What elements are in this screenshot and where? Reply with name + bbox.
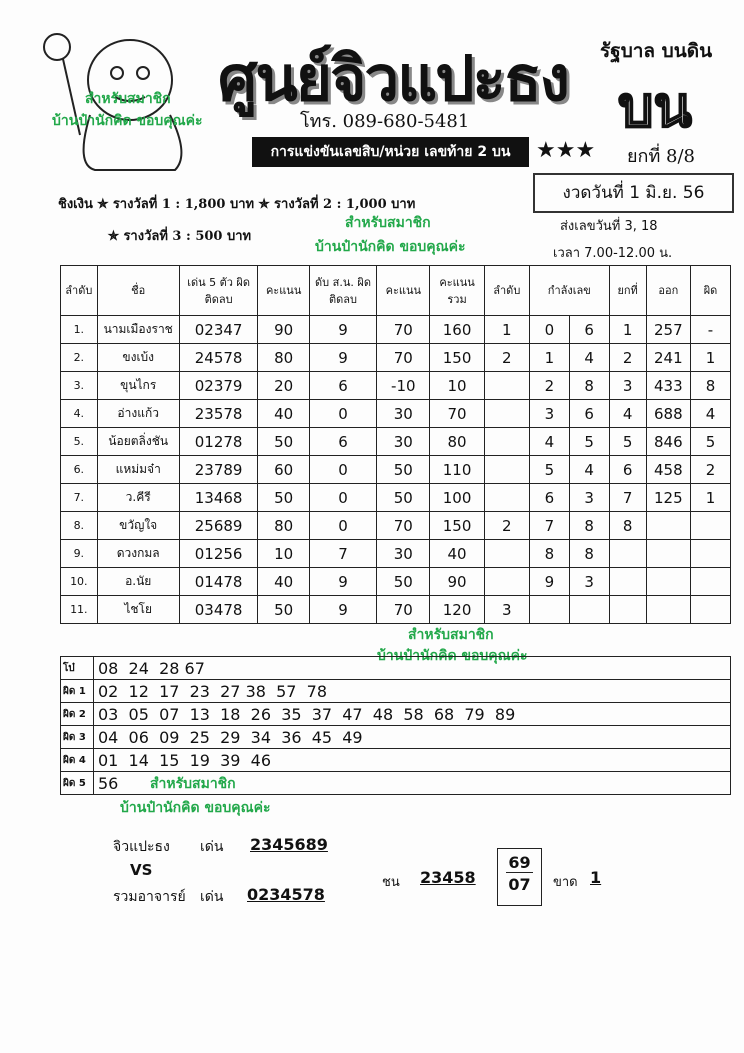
table-cell: 0 (309, 484, 376, 512)
table-cell: 7 (529, 512, 569, 540)
misses-label: ผิด 4 (61, 749, 94, 772)
table-cell: - (690, 316, 730, 344)
table-cell: ว.คีรี (97, 484, 179, 512)
misses-label: ผิด 2 (61, 703, 94, 726)
table-cell: 9 (309, 596, 376, 624)
table-cell: 7 (609, 484, 646, 512)
table-cell: 40 (430, 540, 484, 568)
table-row (61, 512, 731, 540)
table-cell: 80 (430, 428, 484, 456)
prize-line-1 (58, 193, 415, 214)
table-cell: 6. (61, 456, 98, 484)
table-cell: 0 (529, 316, 569, 344)
table-cell: 688 (646, 400, 690, 428)
table-cell: 40 (258, 400, 309, 428)
misses-row (61, 749, 731, 772)
table-cell: 10 (258, 540, 309, 568)
table-cell (690, 540, 730, 568)
table-cell: 02347 (179, 316, 258, 344)
table-row (61, 456, 731, 484)
table-cell: 60 (258, 456, 309, 484)
table-cell: 3 (569, 568, 609, 596)
table-cell: 01478 (179, 568, 258, 596)
send-days: ส่งเลขวันที่ 3, 18 (560, 219, 658, 234)
table-cell (690, 596, 730, 624)
player-1-numbers: 2345689 (250, 835, 328, 854)
table-cell: แหม่มจ๋า (97, 456, 179, 484)
table-cell (609, 540, 646, 568)
table-cell: 80 (258, 512, 309, 540)
table-cell (690, 512, 730, 540)
table-cell: 1. (61, 316, 98, 344)
column-header: คะแนน (377, 266, 430, 316)
table-row (61, 316, 731, 344)
watermark: สำหรับสมาชิก (345, 215, 431, 231)
table-cell: 50 (258, 484, 309, 512)
table-cell: 24578 (179, 344, 258, 372)
table-cell: ขุนไกร (97, 372, 179, 400)
chon-label: ชน (382, 875, 400, 890)
table-cell: 50 (377, 568, 430, 596)
misses-label: ผิด 3 (61, 726, 94, 749)
player-1: จิวแปะธง (113, 839, 170, 855)
table-cell: 70 (377, 596, 430, 624)
time: เวลา 7.00-12.00 น. (553, 246, 673, 261)
table-cell: 9 (309, 316, 376, 344)
table-cell: 5 (690, 428, 730, 456)
table-cell (690, 568, 730, 596)
watermark: บ้านป๋านักคิด ขอบคุณค่ะ (377, 645, 528, 667)
table-cell: 433 (646, 372, 690, 400)
table-cell: 4 (529, 428, 569, 456)
watermark: บ้านป๋านักคิด ขอบคุณค่ะ (120, 800, 271, 816)
table-cell: ขงเบ้ง (97, 344, 179, 372)
table-cell: 11. (61, 596, 98, 624)
table-cell: อ.นัย (97, 568, 179, 596)
table-cell: นามเมืองราช (97, 316, 179, 344)
table-cell: 9. (61, 540, 98, 568)
table-cell (609, 568, 646, 596)
table-cell (484, 400, 529, 428)
misses-row (61, 726, 731, 749)
prize-3: รางวัลที่ 3 : 500 บาท (123, 229, 252, 244)
table-row (61, 484, 731, 512)
player-2: รวมอาจารย์ (113, 889, 186, 905)
table-cell: 6 (309, 428, 376, 456)
table-row (61, 400, 731, 428)
table-cell: 70 (430, 400, 484, 428)
table-cell: 5 (569, 428, 609, 456)
table-cell (529, 596, 569, 624)
khad-number: 1 (590, 868, 602, 887)
khad-label: ขาด (553, 875, 578, 890)
vs-label: VS (130, 861, 153, 879)
table-cell: 6 (569, 400, 609, 428)
table-cell: 9 (309, 344, 376, 372)
column-header: เด่น 5 ตัว ผิดติดลบ (179, 266, 258, 316)
table-cell (484, 484, 529, 512)
table-row (61, 568, 731, 596)
table-cell: 02379 (179, 372, 258, 400)
lottery-type: รัฐบาล บนดิน (600, 40, 713, 62)
table-cell: 3. (61, 372, 98, 400)
table-cell: 40 (258, 568, 309, 596)
stars-icon: ★★★ (536, 138, 596, 163)
table-cell: 2. (61, 344, 98, 372)
table-cell: 80 (258, 344, 309, 372)
banner: การแข่งขันเลขสิบ/หน่วย เลขท้าย 2 บน (252, 137, 529, 167)
table-cell: 125 (646, 484, 690, 512)
table-cell: 8 (529, 540, 569, 568)
table-cell: 160 (430, 316, 484, 344)
table-cell: 20 (258, 372, 309, 400)
table-cell (484, 540, 529, 568)
misses-numbers: 01 14 15 19 39 46 (94, 749, 731, 772)
table-cell: 1 (690, 484, 730, 512)
column-header: ผิด (690, 266, 730, 316)
watermark: สำหรับสมาชิก (408, 627, 494, 643)
table-cell: 90 (258, 316, 309, 344)
column-header: ลำดับ (484, 266, 529, 316)
table-cell: 0 (309, 456, 376, 484)
table-cell: ไชโย (97, 596, 179, 624)
table-cell (569, 596, 609, 624)
column-header: ดับ ส.น. ผิดติดลบ (309, 266, 376, 316)
table-cell (646, 512, 690, 540)
table-cell: 6 (609, 456, 646, 484)
column-header: คะแนน รวม (430, 266, 484, 316)
table-cell: 2 (609, 344, 646, 372)
table-cell: 257 (646, 316, 690, 344)
fraction-top: 69 (506, 853, 533, 873)
table-cell: 9 (529, 568, 569, 596)
big-label: บน (618, 74, 692, 140)
table-cell: 8 (569, 512, 609, 540)
table-cell: 3 (529, 400, 569, 428)
table-cell: 846 (646, 428, 690, 456)
column-header: กำลังเลข (529, 266, 609, 316)
table-cell: 8 (569, 540, 609, 568)
table-cell: 120 (430, 596, 484, 624)
chon-numbers: 23458 (420, 868, 476, 887)
table-cell: 6 (569, 316, 609, 344)
misses-numbers: 56 (94, 772, 731, 795)
misses-label: ผิด 5 (61, 772, 94, 795)
misses-label: ผิด 1 (61, 680, 94, 703)
star-icon: ✯ (258, 197, 270, 212)
table-cell: 8. (61, 512, 98, 540)
table-cell: 01278 (179, 428, 258, 456)
table-cell: 4. (61, 400, 98, 428)
table-cell: 6 (309, 372, 376, 400)
prize-1: รางวัลที่ 1 : 1,800 บาท (112, 197, 255, 212)
table-cell: 50 (258, 596, 309, 624)
misses-numbers: 08 24 28 67 (94, 657, 731, 680)
table-cell (484, 428, 529, 456)
table-cell: 90 (430, 568, 484, 596)
misses-numbers: 03 05 07 13 18 26 35 37 47 48 58 68 79 89 (94, 703, 731, 726)
table-cell: 5 (529, 456, 569, 484)
column-header: คะแนน (258, 266, 309, 316)
star-icon: ✯ (108, 229, 119, 244)
table-cell: 1 (609, 316, 646, 344)
table-cell: น้อยตลิ่งชัน (97, 428, 179, 456)
table-cell: 8 (569, 372, 609, 400)
table-cell: 150 (430, 344, 484, 372)
table-cell: 30 (377, 540, 430, 568)
table-cell: 70 (377, 512, 430, 540)
table-cell: 3 (569, 484, 609, 512)
table-cell (484, 568, 529, 596)
scores-table (60, 265, 731, 624)
table-cell: 5 (609, 428, 646, 456)
table-cell: ขวัญใจ (97, 512, 179, 540)
table-cell (646, 596, 690, 624)
table-row (61, 344, 731, 372)
misses-label: โบ๋ (61, 657, 94, 680)
table-cell: 03478 (179, 596, 258, 624)
table-cell: 2 (484, 344, 529, 372)
column-header: ยกที่ (609, 266, 646, 316)
table-cell: 5. (61, 428, 98, 456)
table-cell (609, 596, 646, 624)
misses-numbers: 02 12 17 23 27 38 57 78 (94, 680, 731, 703)
table-cell: 458 (646, 456, 690, 484)
watermark: สำหรับสมาชิก (150, 776, 236, 792)
table-cell: 2 (529, 372, 569, 400)
fraction-bottom: 07 (508, 875, 531, 894)
table-cell: 10. (61, 568, 98, 596)
table-cell (484, 456, 529, 484)
table-cell: 150 (430, 512, 484, 540)
prize-2: รางวัลที่ 2 : 1,000 บาท (274, 197, 416, 212)
table-cell: 2 (690, 456, 730, 484)
table-cell: 7. (61, 484, 98, 512)
table-cell: อ่างแก้ว (97, 400, 179, 428)
misses-row (61, 703, 731, 726)
table-cell (646, 568, 690, 596)
table-cell: 100 (430, 484, 484, 512)
table-cell: 4 (569, 344, 609, 372)
lead-label: เด่น (200, 839, 224, 855)
table-cell: ดวงกมล (97, 540, 179, 568)
misses-row (61, 657, 731, 680)
table-cell: 13468 (179, 484, 258, 512)
table-cell: 70 (377, 344, 430, 372)
round: ยกที่ 8/8 (627, 146, 696, 167)
column-header: ชื่อ (97, 266, 179, 316)
table-cell: 10 (430, 372, 484, 400)
table-cell: 4 (569, 456, 609, 484)
table-cell (646, 540, 690, 568)
table-cell: 4 (690, 400, 730, 428)
star-icon: ✯ (97, 197, 109, 212)
table-cell: 3 (484, 596, 529, 624)
watermark: บ้านป๋านักคิด ขอบคุณค่ะ (315, 239, 466, 255)
table-cell: 23789 (179, 456, 258, 484)
table-cell: 01256 (179, 540, 258, 568)
page-title: ศูนย์จิวแปะธง (218, 42, 568, 115)
column-header: ออก (646, 266, 690, 316)
misses-numbers: 04 06 09 25 29 34 36 45 49 (94, 726, 731, 749)
table-cell: 30 (377, 400, 430, 428)
table-cell: 50 (377, 456, 430, 484)
table-cell: 8 (690, 372, 730, 400)
watermark: สำหรับสมาชิก (85, 91, 171, 107)
table-row (61, 596, 731, 624)
column-header: ลำดับ (61, 266, 98, 316)
draw-date: งวดวันที่ 1 มิ.ย. 56 (533, 173, 734, 213)
table-cell: -10 (377, 372, 430, 400)
fraction-box (497, 848, 542, 906)
table-cell: 6 (529, 484, 569, 512)
table-cell: 50 (377, 484, 430, 512)
table-cell: 23578 (179, 400, 258, 428)
table-row (61, 372, 731, 400)
watermark: บ้านป๋านักคิด ขอบคุณค่ะ (52, 113, 203, 129)
lead-label: เด่น (200, 889, 224, 905)
table-cell: 4 (609, 400, 646, 428)
table-row (61, 540, 731, 568)
table-cell: 241 (646, 344, 690, 372)
table-cell: 1 (690, 344, 730, 372)
table-cell: 1 (484, 316, 529, 344)
player-2-numbers: 0234578 (247, 885, 325, 904)
prize-label: ชิงเงิน (58, 197, 93, 212)
table-cell: 2 (484, 512, 529, 540)
table-cell: 8 (609, 512, 646, 540)
prize-line-2 (108, 225, 251, 246)
table-cell: 110 (430, 456, 484, 484)
phone: โทร. 089-680-5481 (300, 111, 470, 132)
table-cell: 9 (309, 568, 376, 596)
table-cell: 25689 (179, 512, 258, 540)
table-cell: 0 (309, 512, 376, 540)
table-cell: 70 (377, 316, 430, 344)
table-cell (484, 372, 529, 400)
table-cell: 7 (309, 540, 376, 568)
misses-row (61, 680, 731, 703)
table-cell: 50 (258, 428, 309, 456)
table-row (61, 428, 731, 456)
table-cell: 3 (609, 372, 646, 400)
table-cell: 30 (377, 428, 430, 456)
table-cell: 0 (309, 400, 376, 428)
table-cell: 1 (529, 344, 569, 372)
